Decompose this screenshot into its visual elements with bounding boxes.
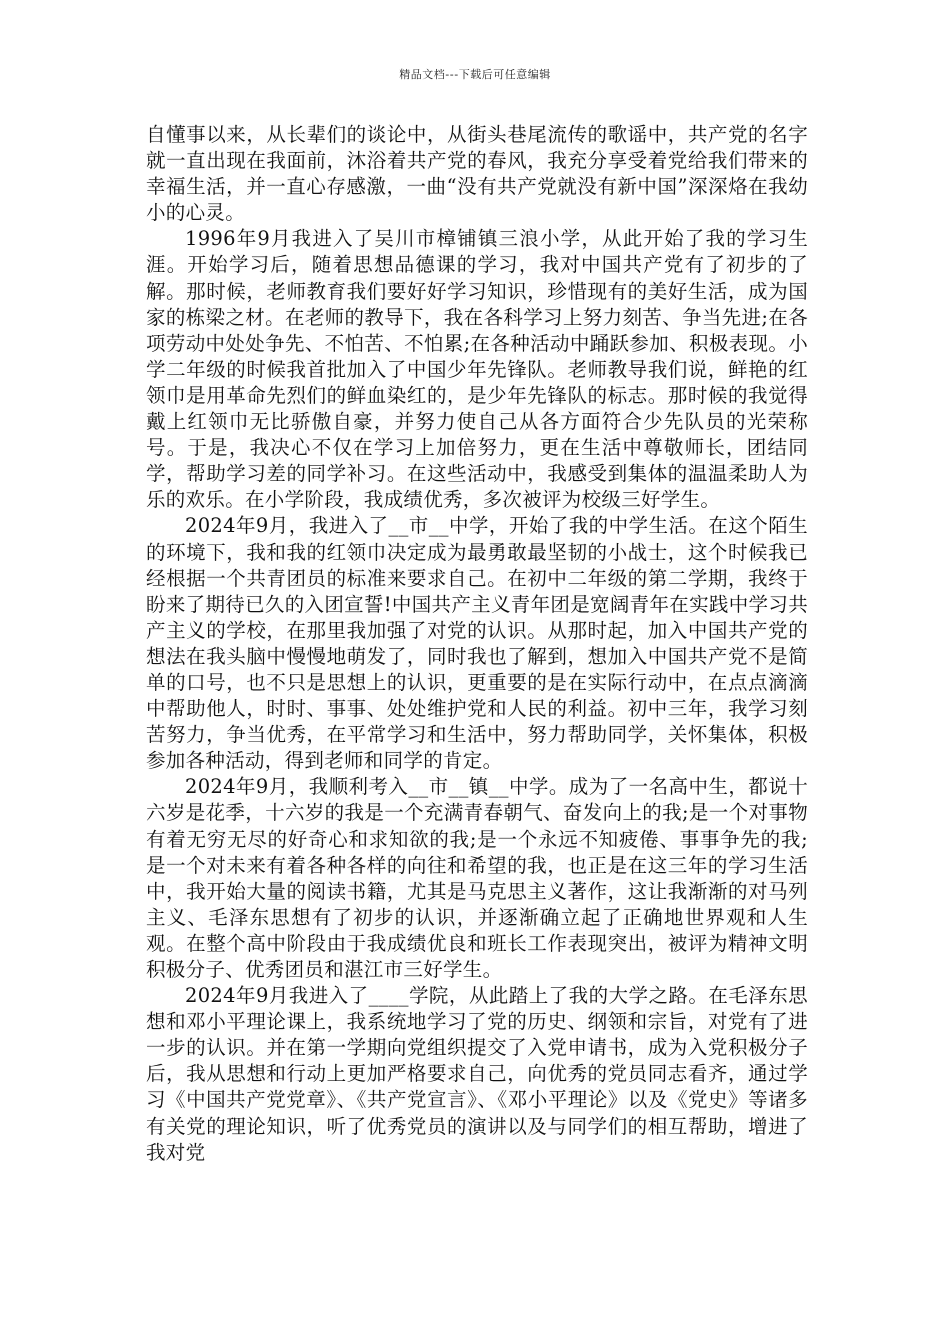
paragraph-5: 2024年9月我进入了____学院，从此踏上了我的大学之路。在毛泽东思想和邓小平理论课上，我系统地学习了党的历史、纲领和宗旨，对党有了进一步的认识。并在第一学期向党组织提交了入党申请书，成为入党积极分子后，我从思想和行动上更加严格要求自己，向优秀的党员同志看齐，通过学习《中国共产党党章》、《共产党宣言》、《邓小平理论》以及《党史》等诸多有关党的理论知识，听了优秀党员的演讲以及与同学们的相互帮助，增进了我对党 (146, 984, 808, 1164)
paragraph-3: 2024年9月，我进入了__市__中学，开始了我的中学生活。在这个陌生的环境下，我和我的红领巾决定成为最勇敢最坚韧的小战士，这个时候我已经根据一个共青团员的标准来要求自己。在初中二年级的第二学期，我终于盼来了期待已久的入团宣誓!中国共产主义青年团是宽阔青年在实践中学习共产主义的学校，在那里我加强了对党的认识。从那时起，加入中国共产党的想法在我头脑中慢慢地萌发了，同时我也了解到，想加入中国共产党不是简单的口号，也不只是思想上的认识，更重要的是在实际行动中，在点点滴滴中帮助他人，时时、事事、处处维护党和人民的利益。初中三年，我学习刻苦努力，争当优秀，在平常学习和生活中，努力帮助同学，关怀集体，积极参加各种活动，得到老师和同学的肯定。 (146, 514, 808, 773)
paragraph-1: 自懂事以来，从长辈们的谈论中，从街头巷尾流传的歌谣中，共产党的名字就一直出现在我面前，沐浴着共产党的春风，我充分享受着党给我们带来的幸福生活，并一直心存感激，一曲“没有共产党就没有新中国”深深烙在我幼小的心灵。 (146, 123, 808, 225)
document-body (146, 122, 808, 1166)
page-header: 精品文档---下载后可任意编辑 (399, 68, 551, 81)
paragraph-2: 1996年9月我进入了吴川市樟铺镇三浪小学，从此开始了我的学习生涯。开始学习后，随着思想品德课的学习，我对中国共产党有了初步的了解。那时候，老师教育我们要好好学习知识，珍惜现有的美好生活，成为国家的栋梁之材。在老师的教导下，我在各科学习上努力刻苦、争当先进;在各项劳动中处处争先、不怕苦、不怕累;在各种活动中踊跃参加、积极表现。小学二年级的时候我首批加入了中国少年先锋队。老师教导我们说，鲜艳的红领巾是用革命先烈们的鲜血染红的，是少年先锋队的标志。那时候的我觉得戴上红领巾无比骄傲自豪，并努力使自己从各方面符合少先队员的光荣称号。于是，我决心不仅在学习上加倍努力，更在生活中尊敬师长，团结同学，帮助学习差的同学补习。在这些活动中，我感受到集体的温温柔助人为乐的欢乐。在小学阶段，我成绩优秀，多次被评为校级三好学生。 (146, 227, 808, 512)
paragraph-4: 2024年9月，我顺利考入__市__镇__中学。成为了一名高中生，都说十六岁是花季，十六岁的我是一个充满青春朝气、奋发向上的我;是一个对事物有着无穷无尽的好奇心和求知欲的我;是一个永远不知疲倦、事事争先的我;是一个对未来有着各种各样的向往和希望的我，也正是在这三年的学习生活中，我开始大量的阅读书籍，尤其是马克思主义著作，这让我渐渐的对马列主义、毛泽东思想有了初步的认识，并逐渐确立起了正确地世界观和人生观。在整个高中阶段由于我成绩优良和班长工作表现突出，被评为精神文明积极分子、优秀团员和湛江市三好学生。 (146, 775, 808, 981)
